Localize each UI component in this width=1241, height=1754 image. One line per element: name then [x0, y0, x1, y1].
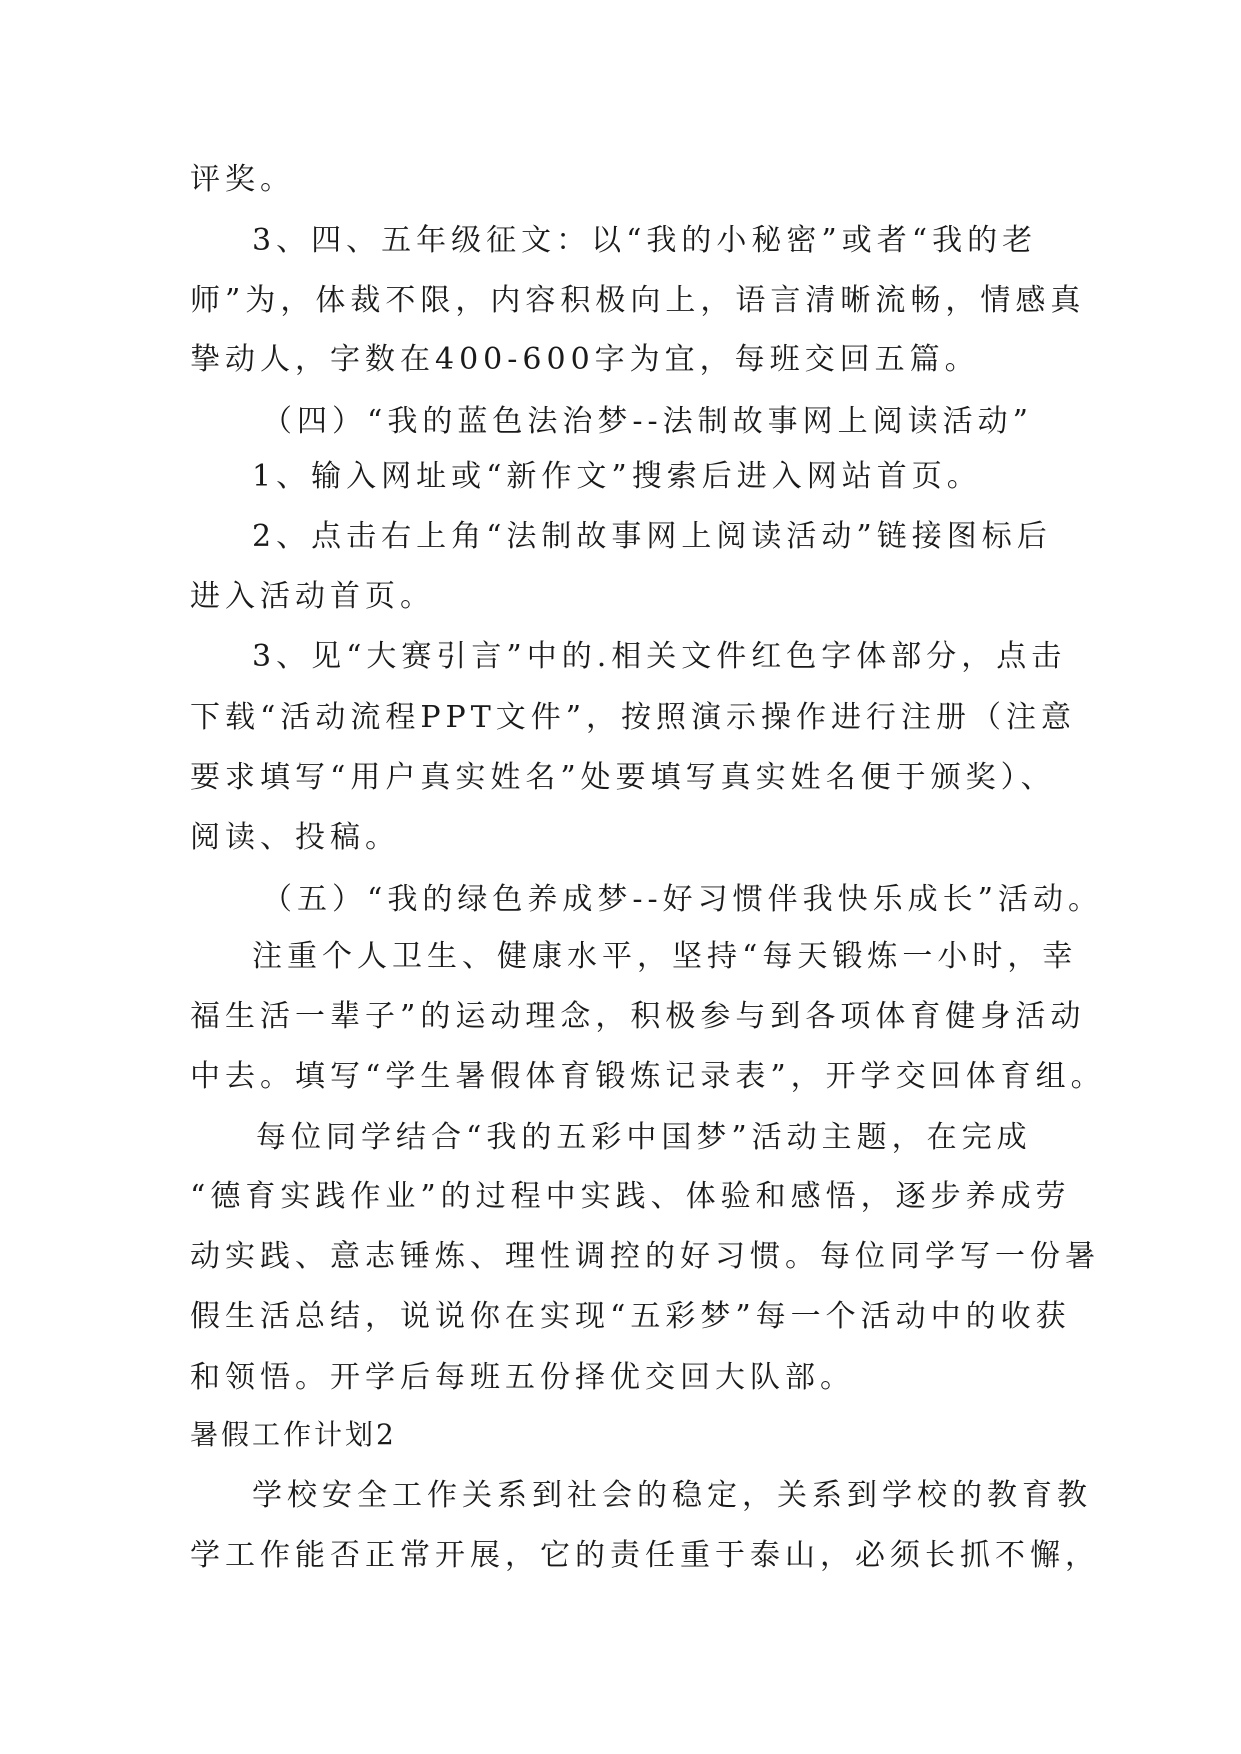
text-line: 福生活一辈子”的运动理念，积极参与到各项体育健身活动	[190, 999, 1086, 1034]
text-line: 2、点击右上角“法制故事网上阅读活动”链接图标后	[252, 519, 1052, 554]
section-heading: （五）“我的绿色养成梦--好习惯伴我快乐成长”活动。	[262, 882, 1103, 917]
section-heading: （四）“我的蓝色法治梦--法制故事网上阅读活动”	[262, 404, 1033, 439]
text-line: 注重个人卫生、健康水平，坚持“每天锻炼一小时，幸	[252, 939, 1078, 974]
text-line: 挚动人，字数在400-600字为宜，每班交回五篇。	[190, 342, 980, 377]
text-line: “德育实践作业”的过程中实践、体验和感悟，逐步养成劳	[190, 1179, 1071, 1214]
text-line: 1、输入网址或“新作文”搜索后进入网站首页。	[252, 459, 982, 494]
text-line: 中去。填写“学生暑假体育锻炼记录表”，开学交回体育组。	[190, 1059, 1106, 1094]
text-line: 进入活动首页。	[190, 579, 435, 614]
text-line: 学校安全工作关系到社会的稳定，关系到学校的教育教	[252, 1478, 1092, 1513]
text-line: 动实践、意志锤炼、理性调控的好习惯。每位同学写一份暑	[190, 1239, 1100, 1274]
text-line: 要求填写“用户真实姓名”处要填写真实姓名便于颁奖）、	[190, 760, 1056, 795]
text-line: 学工作能否正常开展，它的责任重于泰山，必须长抓不懈，	[190, 1538, 1100, 1573]
text-line: 每位同学结合“我的五彩中国梦”活动主题，在完成	[256, 1120, 1032, 1155]
section-title: 暑假工作计划2	[190, 1418, 397, 1451]
text-line: 和领悟。开学后每班五份择优交回大队部。	[190, 1360, 855, 1395]
text-line: 下载“活动流程PPT文件”，按照演示操作进行注册（注意	[190, 700, 1077, 735]
text-line: 3、见“大赛引言”中的.相关文件红色字体部分，点击	[252, 639, 1067, 674]
text-line: 3、四、五年级征文：以“我的小秘密”或者“我的老	[252, 223, 1038, 258]
text-line: 师”为，体裁不限，内容积极向上，语言清晰流畅，情感真	[190, 283, 1086, 318]
text-line: 评奖。	[190, 162, 295, 197]
text-line: 阅读、投稿。	[190, 820, 400, 855]
text-line: 假生活总结，说说你在实现“五彩梦”每一个活动中的收获	[190, 1299, 1071, 1334]
